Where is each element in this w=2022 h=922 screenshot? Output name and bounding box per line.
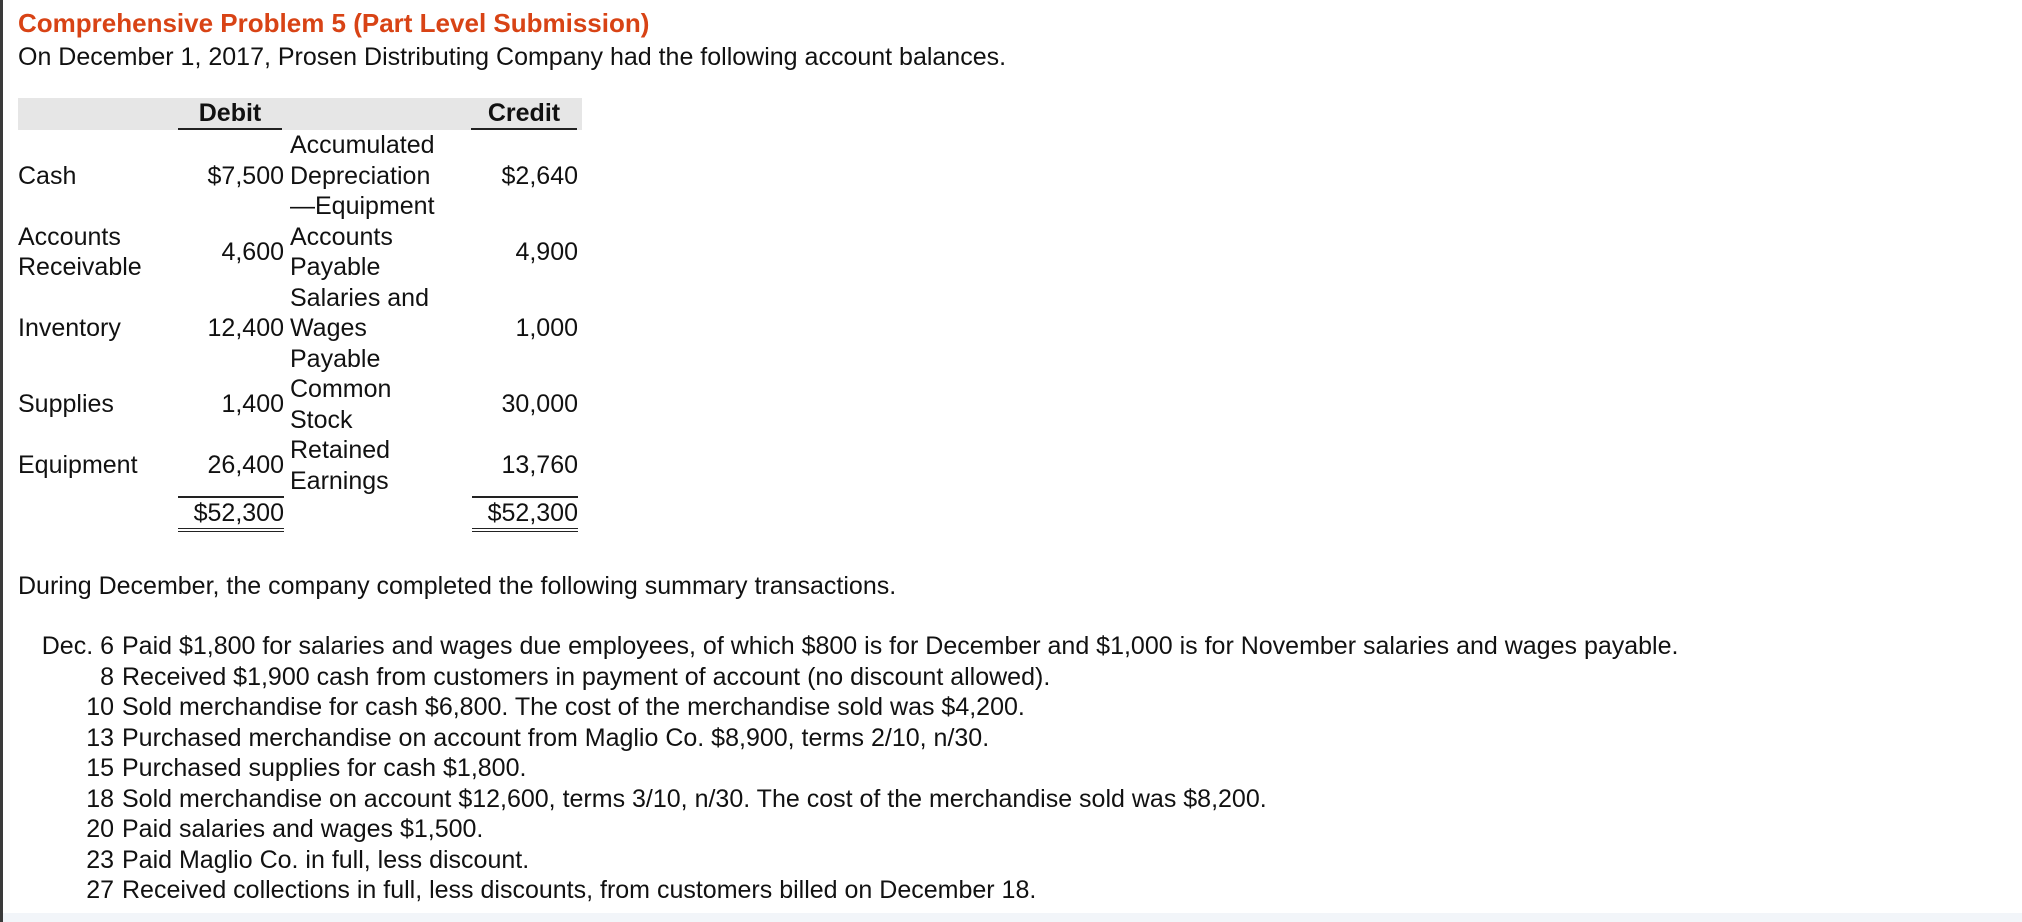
- account-name: Equipment: [18, 451, 138, 480]
- transaction-date: 27: [86, 876, 114, 904]
- transactions-intro: During December, the company completed the following summary transactions.: [18, 572, 897, 600]
- table-row: [18, 130, 582, 222]
- transaction-date: Dec. 6: [41, 632, 114, 660]
- credit-amount: 30,000: [501, 390, 578, 419]
- account-name-line: Earnings: [290, 466, 389, 495]
- totals-row: [18, 496, 582, 532]
- debit-account: [18, 130, 172, 222]
- totals-blank: [18, 496, 172, 532]
- transaction-text: Received $1,900 cash from customers in payment of account (no discount allowed).: [122, 662, 1051, 691]
- account-name-line: —Equipment: [290, 192, 435, 220]
- debit-amount: 1,400: [221, 390, 284, 419]
- table-row: [18, 222, 582, 283]
- debit-account: [18, 374, 172, 435]
- debit-total-cell: [172, 496, 288, 532]
- table-row: [18, 435, 582, 496]
- list-item: [22, 784, 1678, 815]
- account-name: Supplies: [18, 390, 114, 419]
- account-name: Inventory: [18, 314, 121, 342]
- header-blank-2: [288, 98, 466, 130]
- debit-amount: 26,400: [207, 451, 284, 480]
- list-item: [22, 662, 1678, 693]
- table-row: [18, 283, 582, 375]
- transaction-date: 18: [86, 784, 114, 813]
- account-name-line: Depreciation: [290, 161, 431, 190]
- transactions-list: [22, 631, 1678, 906]
- credit-account: [288, 435, 466, 496]
- credit-amount: 13,760: [501, 451, 578, 480]
- account-name-line: Accounts: [290, 222, 393, 251]
- credit-account: [288, 374, 466, 435]
- transaction-text: Paid $1,800 for salaries and wages due employees, of which $800 is for December and $1,000 is for November salaries and wages payable.: [122, 632, 1679, 660]
- transaction-text: Purchased merchandise on account from Maglio Co. $8,900, terms 2/10, n/30.: [122, 723, 990, 752]
- account-name-line: Payable: [290, 344, 381, 373]
- account-name-line: Stock: [290, 405, 353, 434]
- list-item: [22, 692, 1678, 723]
- credit-amount: 4,900: [515, 237, 578, 266]
- transaction-date: 15: [86, 754, 114, 782]
- header-credit: [466, 98, 582, 130]
- list-item: [22, 875, 1678, 906]
- debit-account: [18, 283, 172, 375]
- credit-header-label: Credit: [471, 99, 577, 130]
- problem-intro: On December 1, 2017, Prosen Distributing Company had the following account balances.: [18, 43, 1007, 71]
- transaction-date: 20: [86, 815, 114, 843]
- debit-account: [18, 222, 172, 283]
- credit-total: $52,300: [472, 496, 578, 532]
- account-name-line: Accounts: [18, 222, 121, 251]
- transaction-text: Received collections in full, less discounts, from customers billed on December 18.: [122, 876, 1037, 904]
- transaction-text: Paid Maglio Co. in full, less discount.: [122, 845, 530, 874]
- debit-amount: 12,400: [207, 314, 284, 342]
- debit-amount: 4,600: [221, 237, 284, 266]
- left-border: [0, 0, 3, 922]
- account-name-line: Salaries and: [290, 283, 429, 312]
- credit-account: [288, 130, 466, 222]
- account-name-line: Accumulated: [290, 131, 435, 159]
- transaction-date: 13: [86, 723, 114, 752]
- debit-total: $52,300: [178, 496, 284, 532]
- account-name-line: Common: [290, 375, 392, 403]
- problem-title: Comprehensive Problem 5 (Part Level Submission): [18, 8, 650, 38]
- problem-content: [18, 6, 2008, 904]
- transaction-date: 8: [100, 662, 114, 691]
- transaction-date: 10: [86, 693, 114, 721]
- transaction-text: Sold merchandise on account $12,600, terms 3/10, n/30. The cost of the merchandise sold was $8,200.: [122, 784, 1267, 813]
- credit-account: [288, 222, 466, 283]
- header-debit: [172, 98, 288, 130]
- table-header-row: [18, 98, 582, 130]
- account-name-line: Wages: [290, 314, 367, 342]
- table-row: [18, 374, 582, 435]
- credit-account: [288, 283, 466, 375]
- debit-account: [18, 435, 172, 496]
- list-item: [22, 753, 1678, 784]
- totals-blank-2: [288, 496, 466, 532]
- transaction-text: Sold merchandise for cash $6,800. The cost of the merchandise sold was $4,200.: [122, 693, 1025, 721]
- list-item: [22, 723, 1678, 754]
- account-name-line: Retained: [290, 436, 391, 464]
- header-blank: [18, 98, 172, 130]
- account-balances-table: [18, 98, 582, 532]
- list-item: [22, 845, 1678, 876]
- debit-header-label: Debit: [178, 99, 282, 130]
- account-name-line: Receivable: [18, 253, 142, 281]
- debit-amount: $7,500: [207, 161, 284, 190]
- account-name-line: Payable: [290, 253, 381, 281]
- credit-amount: $2,640: [501, 161, 578, 190]
- credit-total-cell: [466, 496, 582, 532]
- list-item: [22, 814, 1678, 845]
- credit-amount: 1,000: [515, 314, 578, 342]
- bottom-strip: [3, 913, 2022, 922]
- transaction-text: Purchased supplies for cash $1,800.: [122, 754, 527, 782]
- transaction-text: Paid salaries and wages $1,500.: [122, 815, 484, 843]
- account-name: Cash: [18, 161, 77, 190]
- list-item: [22, 631, 1678, 662]
- transaction-date: 23: [86, 845, 114, 874]
